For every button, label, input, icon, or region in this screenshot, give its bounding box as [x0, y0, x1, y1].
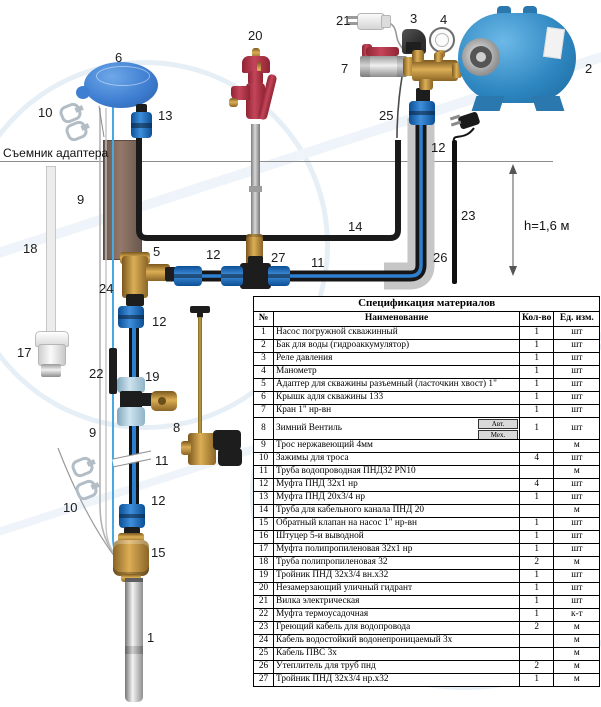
spec-cell-qty: 1 — [520, 418, 554, 440]
callout-23: 23 — [461, 208, 476, 223]
spec-cell-name: Труба полипропиленовая 32 — [274, 557, 520, 570]
water-pipe — [166, 110, 421, 276]
spec-row — [254, 453, 600, 466]
spec-cell-unit: шт — [554, 531, 600, 544]
spec-row — [254, 544, 600, 557]
callout-27: 27 — [271, 250, 286, 265]
spec-row — [254, 570, 600, 583]
spec-row — [254, 622, 600, 635]
spec-cell-num: 23 — [254, 622, 274, 635]
callout-12: 12 — [431, 140, 446, 155]
spec-cell-num: 19 — [254, 570, 274, 583]
spec-cell-name: Трос нержавеющий 4мм — [274, 440, 520, 453]
spec-cell-num: 25 — [254, 648, 274, 661]
callout-14: 14 — [348, 219, 363, 234]
spec-cell-unit: к-т — [554, 609, 600, 622]
spec-cell-unit: шт — [554, 327, 600, 340]
callout-15: 15 — [151, 545, 166, 560]
spec-row — [254, 418, 600, 440]
spec-cell-qty: 1 — [520, 366, 554, 379]
spec-cell-unit: шт — [554, 405, 600, 418]
spec-cell-num: 1 — [254, 327, 274, 340]
spec-cell-num: 12 — [254, 479, 274, 492]
spec-cell-num: 17 — [254, 544, 274, 557]
spec-cell-unit: шт — [554, 596, 600, 609]
safety-rope — [100, 108, 129, 569]
valve-type-box — [478, 419, 518, 440]
spec-cell-unit: м — [554, 635, 600, 648]
tee-27-left-end — [221, 266, 243, 286]
spec-cell-qty: 4 — [520, 479, 554, 492]
spec-cell-qty: 1 — [520, 570, 554, 583]
spec-cell-num: 27 — [254, 674, 274, 687]
callout-11: 11 — [311, 255, 325, 270]
spec-cell-unit: шт — [554, 583, 600, 596]
tee-27-body — [240, 263, 271, 289]
five-way-top-port-left — [412, 50, 424, 62]
spec-cell-qty — [520, 466, 554, 479]
well-cap-lug — [76, 86, 90, 99]
spec-cell-unit: шт — [554, 340, 600, 353]
spec-cell-unit: шт — [554, 418, 600, 440]
spec-cell-name: Муфта ПНД 32х1 нр — [274, 479, 520, 492]
spec-row — [254, 518, 600, 531]
spec-cell-name: Манометр — [274, 366, 520, 379]
callout-18: 18 — [23, 241, 38, 256]
spec-row — [254, 635, 600, 648]
spec-row — [254, 661, 600, 674]
coupling-12 — [174, 266, 202, 286]
spec-cell-qty — [520, 635, 554, 648]
callout-10: 10 — [38, 105, 53, 120]
callout-12: 12 — [151, 493, 166, 508]
spec-header-unit: Ед. изм. — [554, 312, 600, 327]
spec-cell-num: 20 — [254, 583, 274, 596]
spec-cell-unit: шт — [554, 479, 600, 492]
spec-header-num: № — [254, 312, 274, 327]
spec-row — [254, 353, 600, 366]
spec-cell-name: Труба водопроводная ПНД32 PN10 — [274, 466, 520, 479]
spec-cell-name: Вилка электрическая — [274, 596, 520, 609]
spec-cell-num: 14 — [254, 505, 274, 518]
spec-header-name: Наименование — [274, 312, 520, 327]
spec-cell-unit: м — [554, 466, 600, 479]
spec-cell-name: Кабель ПВС 3х — [274, 648, 520, 661]
spec-header-row — [254, 312, 600, 327]
callout-25: 25 — [379, 108, 394, 123]
winter-valve-left-port — [181, 441, 191, 455]
check-valve-body — [113, 540, 149, 576]
spec-cell-unit: м — [554, 622, 600, 635]
spec-cell-num: 15 — [254, 518, 274, 531]
power-cord — [454, 128, 474, 142]
valve-handle — [366, 47, 399, 56]
tee-19-bottom — [117, 407, 145, 426]
spec-header-qty: Кол-во — [520, 312, 554, 327]
spec-cell-qty: 1 — [520, 405, 554, 418]
callout-2: 2 — [585, 61, 593, 76]
spec-cell-num: 16 — [254, 531, 274, 544]
spec-cell-num: 8 — [254, 418, 274, 440]
callout-9: 9 — [77, 192, 85, 207]
spec-cell-qty — [520, 648, 554, 661]
spec-cell-unit: шт — [554, 379, 600, 392]
spec-cell-unit: шт — [554, 453, 600, 466]
callout-8: 8 — [173, 420, 181, 435]
winter-valve-plug-hole — [158, 397, 166, 405]
spec-cell-unit: м — [554, 674, 600, 687]
callout-7: 7 — [341, 61, 349, 76]
callout-9: 9 — [89, 425, 97, 440]
callout-5: 5 — [153, 244, 161, 259]
spec-row — [254, 366, 600, 379]
spec-cell-qty: 1 — [520, 544, 554, 557]
water-pipe-stripe — [166, 110, 421, 276]
callout-4: 4 — [440, 12, 448, 27]
spec-cell-num: 22 — [254, 609, 274, 622]
pump-joint-band — [125, 646, 143, 654]
spec-cell-unit: шт — [554, 518, 600, 531]
spec-cell-num: 13 — [254, 492, 274, 505]
callout-6: 6 — [115, 50, 123, 65]
callout-17: 17 — [17, 345, 32, 360]
tee-27-right-end — [268, 266, 290, 286]
spec-cell-name: Насос погружной скважинный — [274, 327, 520, 340]
spec-row — [254, 674, 600, 687]
spec-cell-unit: м — [554, 557, 600, 570]
tank-leg — [532, 96, 565, 111]
spec-cell-name: Муфта ПНД 20х3/4 нр — [274, 492, 520, 505]
spec-cell-num: 9 — [254, 440, 274, 453]
depth-arrow-head-top — [509, 164, 517, 174]
spec-cell-unit: шт — [554, 570, 600, 583]
spec-cell-qty: 4 — [520, 453, 554, 466]
spec-cell-unit: шт — [554, 544, 600, 557]
spec-row — [254, 440, 600, 453]
coupling-12 — [409, 101, 435, 125]
spec-cell-qty: 1 — [520, 531, 554, 544]
callout-3: 3 — [410, 11, 418, 26]
callout-24: 24 — [99, 281, 114, 296]
spec-cell-name: Кабель водостойкий водонепроницаемый 3х — [274, 635, 520, 648]
spec-row — [254, 327, 600, 340]
well-cap-lid — [96, 66, 150, 86]
winter-valve-body — [188, 433, 216, 465]
spec-cell-name: Бак для воды (гидроаккумулятор) — [274, 340, 520, 353]
spec-cell-qty: 1 — [520, 379, 554, 392]
spec-cell-num: 10 — [254, 453, 274, 466]
spec-title: Спецификация материалов — [254, 297, 600, 312]
adapter-bottom-fitting — [126, 294, 144, 306]
callout-22: 22 — [89, 366, 104, 381]
five-way-bottom-port — [419, 79, 433, 90]
spec-cell-num: 26 — [254, 661, 274, 674]
spec-cell-name: Штуцер 5-и выводной — [274, 531, 520, 544]
submersible-pump — [125, 580, 143, 702]
spec-cell-name: Кран 1" нр-вн — [274, 405, 520, 418]
spec-cell-num: 5 — [254, 379, 274, 392]
spec-cell-num: 21 — [254, 596, 274, 609]
spec-row — [254, 609, 600, 622]
callout-12: 12 — [206, 247, 221, 262]
spec-cell-name: Зажимы для троса — [274, 453, 520, 466]
coupling-13 — [131, 112, 152, 138]
tank-flange-hub — [476, 52, 486, 62]
spec-cell-name: Незамерзающий уличный гидрант — [274, 583, 520, 596]
spec-cell-qty: 1 — [520, 518, 554, 531]
gauge-dial — [435, 33, 449, 47]
spec-cell-num: 7 — [254, 405, 274, 418]
spec-cell-unit: м — [554, 440, 600, 453]
spec-cell-qty: 1 — [520, 353, 554, 366]
spec-cell-num: 2 — [254, 340, 274, 353]
spec-cell-qty: 1 — [520, 596, 554, 609]
winter-valve-rod — [198, 317, 202, 435]
spec-cell-name: Греющий кабель для водопровода — [274, 622, 520, 635]
spec-cell-qty: 1 — [520, 392, 554, 405]
callout-10: 10 — [63, 500, 78, 515]
electric-plug-tip — [381, 15, 391, 28]
callout-20: 20 — [248, 28, 263, 43]
spec-cell-num: 11 — [254, 466, 274, 479]
spec-cell-unit: м — [554, 661, 600, 674]
spec-cell-qty: 1 — [520, 492, 554, 505]
spec-cell-num: 18 — [254, 557, 274, 570]
spec-row — [254, 492, 600, 505]
ball-valve-body — [360, 56, 407, 77]
spec-cell-unit: м — [554, 648, 600, 661]
spec-row — [254, 596, 600, 609]
adapter-body — [122, 256, 148, 298]
spec-cell-qty: 2 — [520, 661, 554, 674]
callout-1: 1 — [147, 630, 155, 645]
spec-cell-qty: 1 — [520, 340, 554, 353]
hydrant-spout-tip — [229, 98, 238, 107]
spec-row — [254, 505, 600, 518]
spec-cell-qty: 2 — [520, 622, 554, 635]
tank-leg — [472, 96, 505, 111]
callout-26: 26 — [433, 250, 448, 265]
depth-label: h=1,6 м — [524, 218, 570, 233]
spec-cell-qty — [520, 440, 554, 453]
spec-cell-name: Муфта термоусадочная — [274, 609, 520, 622]
spec-cell-unit: шт — [554, 366, 600, 379]
spec-cell-name: Адаптер для скважины разъемный (ласточкин хвост) 1" — [274, 379, 520, 392]
coupling-12 — [119, 504, 145, 528]
spec-row — [254, 340, 600, 353]
spec-cell-name: Крышк адля скважины 133 — [274, 392, 520, 405]
pipe-insulation — [384, 118, 421, 276]
spec-row — [254, 557, 600, 570]
valve-type-cell: Авт. — [478, 419, 518, 429]
heating-cable — [452, 140, 457, 284]
spec-cell-qty: 1 — [520, 583, 554, 596]
spec-row — [254, 392, 600, 405]
spec-cell-unit: шт — [554, 392, 600, 405]
spec-cell-num: 6 — [254, 392, 274, 405]
spec-cell-name: Утеплитель для труб пнд — [274, 661, 520, 674]
callout-12: 12 — [152, 314, 167, 329]
depth-arrow-head-bottom — [509, 266, 517, 276]
pipe-break — [113, 455, 151, 463]
callout-11: 11 — [155, 453, 169, 468]
spec-cell-name: Труба для кабельного канала ПНД 20 — [274, 505, 520, 518]
spec-cell-name: Тройник ПНД 32х3/4 нр.х32 — [274, 674, 520, 687]
spec-row — [254, 479, 600, 492]
valve-type-cell: Мех. — [478, 430, 518, 440]
spec-cell-name: Тройник ПНД 32х3/4 вн.х32 — [274, 570, 520, 583]
pp-coupling-nut — [41, 364, 61, 377]
ground-label: Съемник адаптера — [3, 146, 109, 160]
spec-cell-name: Муфта полипропиленовая 32х1 нр — [274, 544, 520, 557]
spec-row — [254, 466, 600, 479]
callout-13: 13 — [158, 108, 173, 123]
spec-title-row — [254, 297, 600, 312]
spec-cell-qty: 1 — [520, 327, 554, 340]
spec-cell-num: 4 — [254, 366, 274, 379]
spec-cell-num: 24 — [254, 635, 274, 648]
spec-cell-qty: 1 — [520, 609, 554, 622]
spec-row — [254, 648, 600, 661]
spec-cell-num: 3 — [254, 353, 274, 366]
spec-cell-name: Зимний Вентиль Авт. Мех. — [274, 418, 520, 440]
spec-row — [254, 379, 600, 392]
five-way-top-port-right — [434, 52, 443, 62]
spec-cell-name: Реле давления — [274, 353, 520, 366]
spec-cell-qty: 1 — [520, 674, 554, 687]
spec-cell-unit: шт — [554, 492, 600, 505]
callout-21: 21 — [336, 13, 351, 28]
winter-valve-black-body — [218, 448, 242, 466]
spec-cell-qty: 2 — [520, 557, 554, 570]
spec-row — [254, 583, 600, 596]
spec-cell-qty — [520, 505, 554, 518]
pp-coupling-body — [38, 344, 66, 366]
heat-shrink-sleeve — [109, 348, 117, 394]
spec-row — [254, 405, 600, 418]
callout-19: 19 — [145, 369, 160, 384]
pump-head — [125, 578, 143, 582]
spec-table — [253, 296, 600, 687]
spec-cell-unit: м — [554, 505, 600, 518]
spec-cell-unit: шт — [554, 353, 600, 366]
winter-valve-black-handle — [213, 430, 241, 450]
spec-cell-name: Обратный клапан на насос 1" нр-вн — [274, 518, 520, 531]
coupling-12 — [118, 306, 144, 328]
spec-row — [254, 531, 600, 544]
